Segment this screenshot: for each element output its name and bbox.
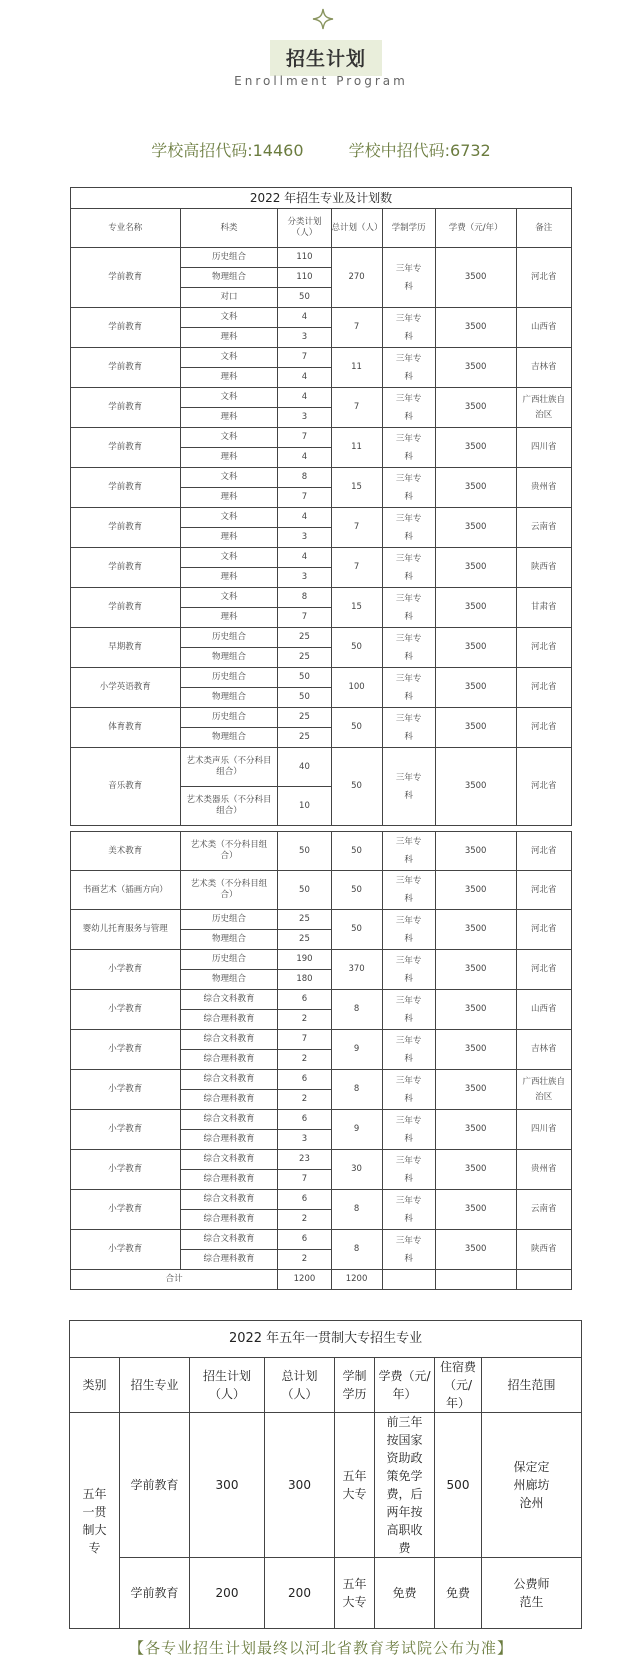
tuition: 3500 <box>435 428 516 468</box>
header <box>0 0 642 120</box>
category: 理科 <box>180 488 278 508</box>
table-row <box>71 871 572 910</box>
category-plan: 6 <box>278 1110 331 1130</box>
category-plan: 2 <box>278 1050 331 1070</box>
total-plan: 11 <box>331 348 382 388</box>
category: 历史组合 <box>180 708 278 728</box>
category: 综合理科教育 <box>180 1090 278 1110</box>
category-plan: 25 <box>278 910 331 930</box>
major-name: 小学教育 <box>71 950 181 990</box>
total-plan: 8 <box>331 1070 382 1110</box>
note: 云南省 <box>516 508 571 548</box>
note: 河北省 <box>516 628 571 668</box>
table-row <box>71 1190 572 1210</box>
category-plan: 7 <box>278 488 331 508</box>
program-system: 五年大专 <box>335 1558 375 1629</box>
study-system: 三年专科 <box>382 910 435 950</box>
category: 物理组合 <box>180 728 278 748</box>
study-system: 三年专科 <box>382 990 435 1030</box>
note: 河北省 <box>516 871 571 910</box>
school-codes <box>0 138 642 161</box>
category: 艺术类声乐（不分科目组合） <box>180 748 278 787</box>
table-row <box>71 548 572 568</box>
study-system: 三年专科 <box>382 1070 435 1110</box>
table-row <box>71 588 572 608</box>
category-plan: 4 <box>278 308 331 328</box>
category: 综合理科教育 <box>180 1010 278 1030</box>
category-plan: 6 <box>278 1190 331 1210</box>
tuition: 3500 <box>435 308 516 348</box>
category-plan: 23 <box>278 1150 331 1170</box>
category: 历史组合 <box>180 950 278 970</box>
total-plan: 7 <box>331 548 382 588</box>
program-tuition: 前三年按国家资助政策免学费，后两年按高职收费 <box>375 1413 435 1558</box>
note: 吉林省 <box>516 1030 571 1070</box>
tuition: 3500 <box>435 871 516 910</box>
program-system: 五年大专 <box>335 1413 375 1558</box>
category: 理科 <box>180 568 278 588</box>
category-plan: 50 <box>278 668 331 688</box>
total-label: 合计 <box>71 1270 278 1290</box>
category-plan: 7 <box>278 428 331 448</box>
note: 山西省 <box>516 308 571 348</box>
major-name: 体育教育 <box>71 708 181 748</box>
category-plan: 110 <box>278 268 331 288</box>
total-plan: 8 <box>331 1190 382 1230</box>
note: 河北省 <box>516 950 571 990</box>
table1-caption: 2022 年招生专业及计划数 <box>71 188 572 209</box>
category: 文科 <box>180 548 278 568</box>
note: 河北省 <box>516 708 571 748</box>
category-plan: 3 <box>278 528 331 548</box>
column-header: 学制学历 <box>335 1358 375 1413</box>
category-plan: 8 <box>278 588 331 608</box>
total-plan: 50 <box>331 748 382 826</box>
category: 理科 <box>180 528 278 548</box>
category: 文科 <box>180 508 278 528</box>
program-lodging: 500 <box>435 1413 482 1558</box>
note: 河北省 <box>516 668 571 708</box>
category: 文科 <box>180 388 278 408</box>
column-header: 招生范围 <box>482 1358 582 1413</box>
tuition: 3500 <box>435 388 516 428</box>
study-system: 三年专科 <box>382 588 435 628</box>
column-header: 类别 <box>70 1358 120 1413</box>
major-name: 学前教育 <box>71 308 181 348</box>
study-system: 三年专科 <box>382 708 435 748</box>
category: 综合文科教育 <box>180 1030 278 1050</box>
table-row <box>71 428 572 448</box>
study-system: 三年专科 <box>382 1230 435 1270</box>
category: 理科 <box>180 448 278 468</box>
category-plan: 110 <box>278 248 331 268</box>
column-header: 住宿费（元/年） <box>435 1358 482 1413</box>
total-plan: 15 <box>331 468 382 508</box>
category-plan: 4 <box>278 508 331 528</box>
total-plan: 7 <box>331 308 382 348</box>
total-plan: 11 <box>331 428 382 468</box>
category: 综合理科教育 <box>180 1170 278 1190</box>
table-row <box>71 348 572 368</box>
table-row <box>71 248 572 268</box>
table1-caption-row <box>71 188 572 209</box>
middle-school-code: 学校中招代码:6732 <box>348 141 491 160</box>
total-row <box>71 1270 572 1290</box>
tuition: 3500 <box>435 508 516 548</box>
category: 文科 <box>180 588 278 608</box>
page-title: 招生计划 <box>285 48 366 70</box>
category: 历史组合 <box>180 248 278 268</box>
table-row <box>71 748 572 787</box>
category: 综合文科教育 <box>180 1150 278 1170</box>
program-scope: 保定定州廊坊沧州 <box>482 1413 582 1558</box>
tuition: 3500 <box>435 548 516 588</box>
major-name: 小学教育 <box>71 1030 181 1070</box>
category: 综合理科教育 <box>180 1130 278 1150</box>
category-plan: 3 <box>278 328 331 348</box>
study-system: 三年专科 <box>382 508 435 548</box>
total-plan: 7 <box>331 508 382 548</box>
category-plan: 40 <box>278 748 331 787</box>
program-total: 200 <box>265 1558 335 1629</box>
category: 历史组合 <box>180 628 278 648</box>
category: 物理组合 <box>180 648 278 668</box>
table-row <box>71 388 572 408</box>
category: 物理组合 <box>180 970 278 990</box>
total-plan: 50 <box>331 832 382 871</box>
category: 历史组合 <box>180 668 278 688</box>
category-plan: 6 <box>278 1230 331 1250</box>
category: 文科 <box>180 308 278 328</box>
table-row <box>71 1030 572 1050</box>
category-plan: 10 <box>278 787 331 826</box>
category-plan: 4 <box>278 388 331 408</box>
enrollment-plan-table <box>70 187 572 1290</box>
total-plan: 270 <box>331 248 382 308</box>
category: 理科 <box>180 408 278 428</box>
note: 广西壮族自治区 <box>516 388 571 428</box>
tuition: 3500 <box>435 832 516 871</box>
tuition: 3500 <box>435 708 516 748</box>
study-system: 三年专科 <box>382 308 435 348</box>
high-school-code: 学校高招代码:14460 <box>151 141 304 160</box>
category: 综合理科教育 <box>180 1250 278 1270</box>
total-plan: 30 <box>331 1150 382 1190</box>
study-system: 三年专科 <box>382 628 435 668</box>
column-header: 专业名称 <box>71 209 181 248</box>
total-plan: 50 <box>331 871 382 910</box>
tuition: 3500 <box>435 248 516 308</box>
category: 物理组合 <box>180 268 278 288</box>
empty-cell <box>435 1270 516 1290</box>
category: 综合文科教育 <box>180 990 278 1010</box>
category: 艺术类（不分科目组合） <box>180 832 278 871</box>
program-category: 五年一贯制大专 <box>70 1413 120 1629</box>
category-plan: 7 <box>278 348 331 368</box>
major-name: 美术教育 <box>71 832 181 871</box>
category: 理科 <box>180 608 278 628</box>
column-header: 科类 <box>180 209 278 248</box>
table-row <box>71 308 572 328</box>
tuition: 3500 <box>435 1230 516 1270</box>
category: 历史组合 <box>180 910 278 930</box>
table-row <box>71 1110 572 1130</box>
table-row <box>71 468 572 488</box>
table2-caption: 2022 年五年一贯制大专招生专业 <box>70 1321 582 1358</box>
study-system: 三年专科 <box>382 1110 435 1150</box>
study-system: 三年专科 <box>382 748 435 826</box>
study-system: 三年专科 <box>382 428 435 468</box>
tuition: 3500 <box>435 1190 516 1230</box>
program-tuition: 免费 <box>375 1558 435 1629</box>
major-name: 学前教育 <box>71 588 181 628</box>
column-header: 总计划（人） <box>265 1358 335 1413</box>
column-header: 总计划（人） <box>331 209 382 248</box>
category: 物理组合 <box>180 930 278 950</box>
major-name: 学前教育 <box>71 388 181 428</box>
category-plan: 50 <box>278 688 331 708</box>
major-name: 早期教育 <box>71 628 181 668</box>
column-header: 学制学历 <box>382 209 435 248</box>
major-name: 小学教育 <box>71 1190 181 1230</box>
note: 陕西省 <box>516 1230 571 1270</box>
note: 陕西省 <box>516 548 571 588</box>
five-year-program-table <box>69 1320 582 1629</box>
total-plan: 9 <box>331 1030 382 1070</box>
category-plan: 25 <box>278 628 331 648</box>
category-plan: 7 <box>278 608 331 628</box>
program-major: 学前教育 <box>120 1413 190 1558</box>
page-subtitle: Enrollment Program <box>234 74 408 88</box>
category-plan: 8 <box>278 468 331 488</box>
total-plan: 8 <box>331 1230 382 1270</box>
table-row <box>71 950 572 970</box>
total-plan: 50 <box>331 910 382 950</box>
category-plan: 25 <box>278 728 331 748</box>
category-plan: 3 <box>278 408 331 428</box>
column-header: 学费（元/年） <box>375 1358 435 1413</box>
footer-note: 【各专业招生计划最终以河北省教育考试院公布为准】 <box>128 1639 513 1657</box>
study-system: 三年专科 <box>382 348 435 388</box>
column-header: 备注 <box>516 209 571 248</box>
note: 云南省 <box>516 1190 571 1230</box>
major-name: 音乐教育 <box>71 748 181 826</box>
category: 文科 <box>180 348 278 368</box>
major-name: 学前教育 <box>71 428 181 468</box>
category-plan: 2 <box>278 1210 331 1230</box>
note: 广西壮族自治区 <box>516 1070 571 1110</box>
major-name: 小学教育 <box>71 1110 181 1150</box>
note: 河北省 <box>516 748 571 826</box>
study-system: 三年专科 <box>382 668 435 708</box>
empty-cell <box>382 1270 435 1290</box>
column-header: 学费（元/年） <box>435 209 516 248</box>
total-plan: 370 <box>331 950 382 990</box>
program-total: 300 <box>265 1413 335 1558</box>
table-row <box>71 990 572 1010</box>
column-header: 分类计划（人） <box>278 209 331 248</box>
category-plan: 7 <box>278 1030 331 1050</box>
category-plan: 25 <box>278 708 331 728</box>
tuition: 3500 <box>435 1150 516 1190</box>
major-name: 小学教育 <box>71 1070 181 1110</box>
table2-header-row <box>70 1358 582 1413</box>
category-plan: 4 <box>278 368 331 388</box>
category: 综合理科教育 <box>180 1050 278 1070</box>
tuition: 3500 <box>435 950 516 990</box>
tuition: 3500 <box>435 468 516 508</box>
major-name: 小学教育 <box>71 1230 181 1270</box>
category-plan: 25 <box>278 930 331 950</box>
note: 贵州省 <box>516 468 571 508</box>
table1-header-row <box>71 209 572 248</box>
empty-cell <box>516 1270 571 1290</box>
category-plan: 7 <box>278 1170 331 1190</box>
program-plan: 300 <box>190 1413 265 1558</box>
note: 甘肃省 <box>516 588 571 628</box>
study-system: 三年专科 <box>382 248 435 308</box>
category: 理科 <box>180 368 278 388</box>
program-row <box>70 1558 582 1629</box>
total-split: 1200 <box>278 1270 331 1290</box>
category: 理科 <box>180 328 278 348</box>
total-plan: 50 <box>331 708 382 748</box>
study-system: 三年专科 <box>382 832 435 871</box>
column-header: 招生专业 <box>120 1358 190 1413</box>
total-plan: 9 <box>331 1110 382 1150</box>
category-plan: 6 <box>278 990 331 1010</box>
category: 对口 <box>180 288 278 308</box>
major-name: 学前教育 <box>71 468 181 508</box>
total-plan: 15 <box>331 588 382 628</box>
tuition: 3500 <box>435 348 516 388</box>
table2-caption-row <box>70 1321 582 1358</box>
category: 综合文科教育 <box>180 1110 278 1130</box>
major-name: 学前教育 <box>71 548 181 588</box>
category-plan: 2 <box>278 1010 331 1030</box>
note: 四川省 <box>516 428 571 468</box>
major-name: 小学教育 <box>71 990 181 1030</box>
tuition: 3500 <box>435 1070 516 1110</box>
tuition: 3500 <box>435 668 516 708</box>
category-plan: 50 <box>278 832 331 871</box>
study-system: 三年专科 <box>382 1150 435 1190</box>
major-name: 学前教育 <box>71 348 181 388</box>
note: 河北省 <box>516 248 571 308</box>
note: 吉林省 <box>516 348 571 388</box>
category-plan: 4 <box>278 448 331 468</box>
category-plan: 190 <box>278 950 331 970</box>
major-name: 小学教育 <box>71 1150 181 1190</box>
major-name: 书画艺术（插画方向） <box>71 871 181 910</box>
category: 综合文科教育 <box>180 1070 278 1090</box>
total-plan: 7 <box>331 388 382 428</box>
category-plan: 2 <box>278 1250 331 1270</box>
table-row <box>71 1150 572 1170</box>
category: 文科 <box>180 468 278 488</box>
category-plan: 2 <box>278 1090 331 1110</box>
column-header: 招生计划（人） <box>190 1358 265 1413</box>
tuition: 3500 <box>435 910 516 950</box>
category-plan: 180 <box>278 970 331 990</box>
study-system: 三年专科 <box>382 468 435 508</box>
note: 山西省 <box>516 990 571 1030</box>
category: 文科 <box>180 428 278 448</box>
tuition: 3500 <box>435 1030 516 1070</box>
table-row <box>71 1230 572 1250</box>
note: 四川省 <box>516 1110 571 1150</box>
category-plan: 50 <box>278 871 331 910</box>
category-plan: 25 <box>278 648 331 668</box>
category: 艺术类（不分科目组合） <box>180 871 278 910</box>
program-scope: 公费师范生 <box>482 1558 582 1629</box>
category-plan: 3 <box>278 1130 331 1150</box>
total-plan: 8 <box>331 990 382 1030</box>
major-name: 婴幼儿托育服务与管理 <box>71 910 181 950</box>
total-sum: 1200 <box>331 1270 382 1290</box>
table-row <box>71 910 572 930</box>
program-row <box>70 1413 582 1558</box>
tuition: 3500 <box>435 1110 516 1150</box>
tuition: 3500 <box>435 588 516 628</box>
study-system: 三年专科 <box>382 871 435 910</box>
table-row <box>71 628 572 648</box>
category: 物理组合 <box>180 688 278 708</box>
category: 综合理科教育 <box>180 1210 278 1230</box>
table-row <box>71 668 572 688</box>
tuition: 3500 <box>435 990 516 1030</box>
sparkle-icon <box>312 8 334 30</box>
table-row <box>71 1070 572 1090</box>
note: 贵州省 <box>516 1150 571 1190</box>
program-major: 学前教育 <box>120 1558 190 1629</box>
category-plan: 50 <box>278 288 331 308</box>
category: 综合文科教育 <box>180 1230 278 1250</box>
table-row <box>71 832 572 871</box>
note: 河北省 <box>516 832 571 871</box>
study-system: 三年专科 <box>382 1030 435 1070</box>
study-system: 三年专科 <box>382 548 435 588</box>
category: 综合文科教育 <box>180 1190 278 1210</box>
category-plan: 4 <box>278 548 331 568</box>
total-plan: 50 <box>331 628 382 668</box>
major-name: 学前教育 <box>71 248 181 308</box>
program-lodging: 免费 <box>435 1558 482 1629</box>
major-name: 小学英语教育 <box>71 668 181 708</box>
tuition: 3500 <box>435 748 516 826</box>
tuition: 3500 <box>435 628 516 668</box>
total-plan: 100 <box>331 668 382 708</box>
major-name: 学前教育 <box>71 508 181 548</box>
category: 艺术类器乐（不分科目组合） <box>180 787 278 826</box>
category-plan: 3 <box>278 568 331 588</box>
category-plan: 6 <box>278 1070 331 1090</box>
note: 河北省 <box>516 910 571 950</box>
table-row <box>71 508 572 528</box>
program-plan: 200 <box>190 1558 265 1629</box>
study-system: 三年专科 <box>382 1190 435 1230</box>
table-row <box>71 708 572 728</box>
study-system: 三年专科 <box>382 950 435 990</box>
study-system: 三年专科 <box>382 388 435 428</box>
